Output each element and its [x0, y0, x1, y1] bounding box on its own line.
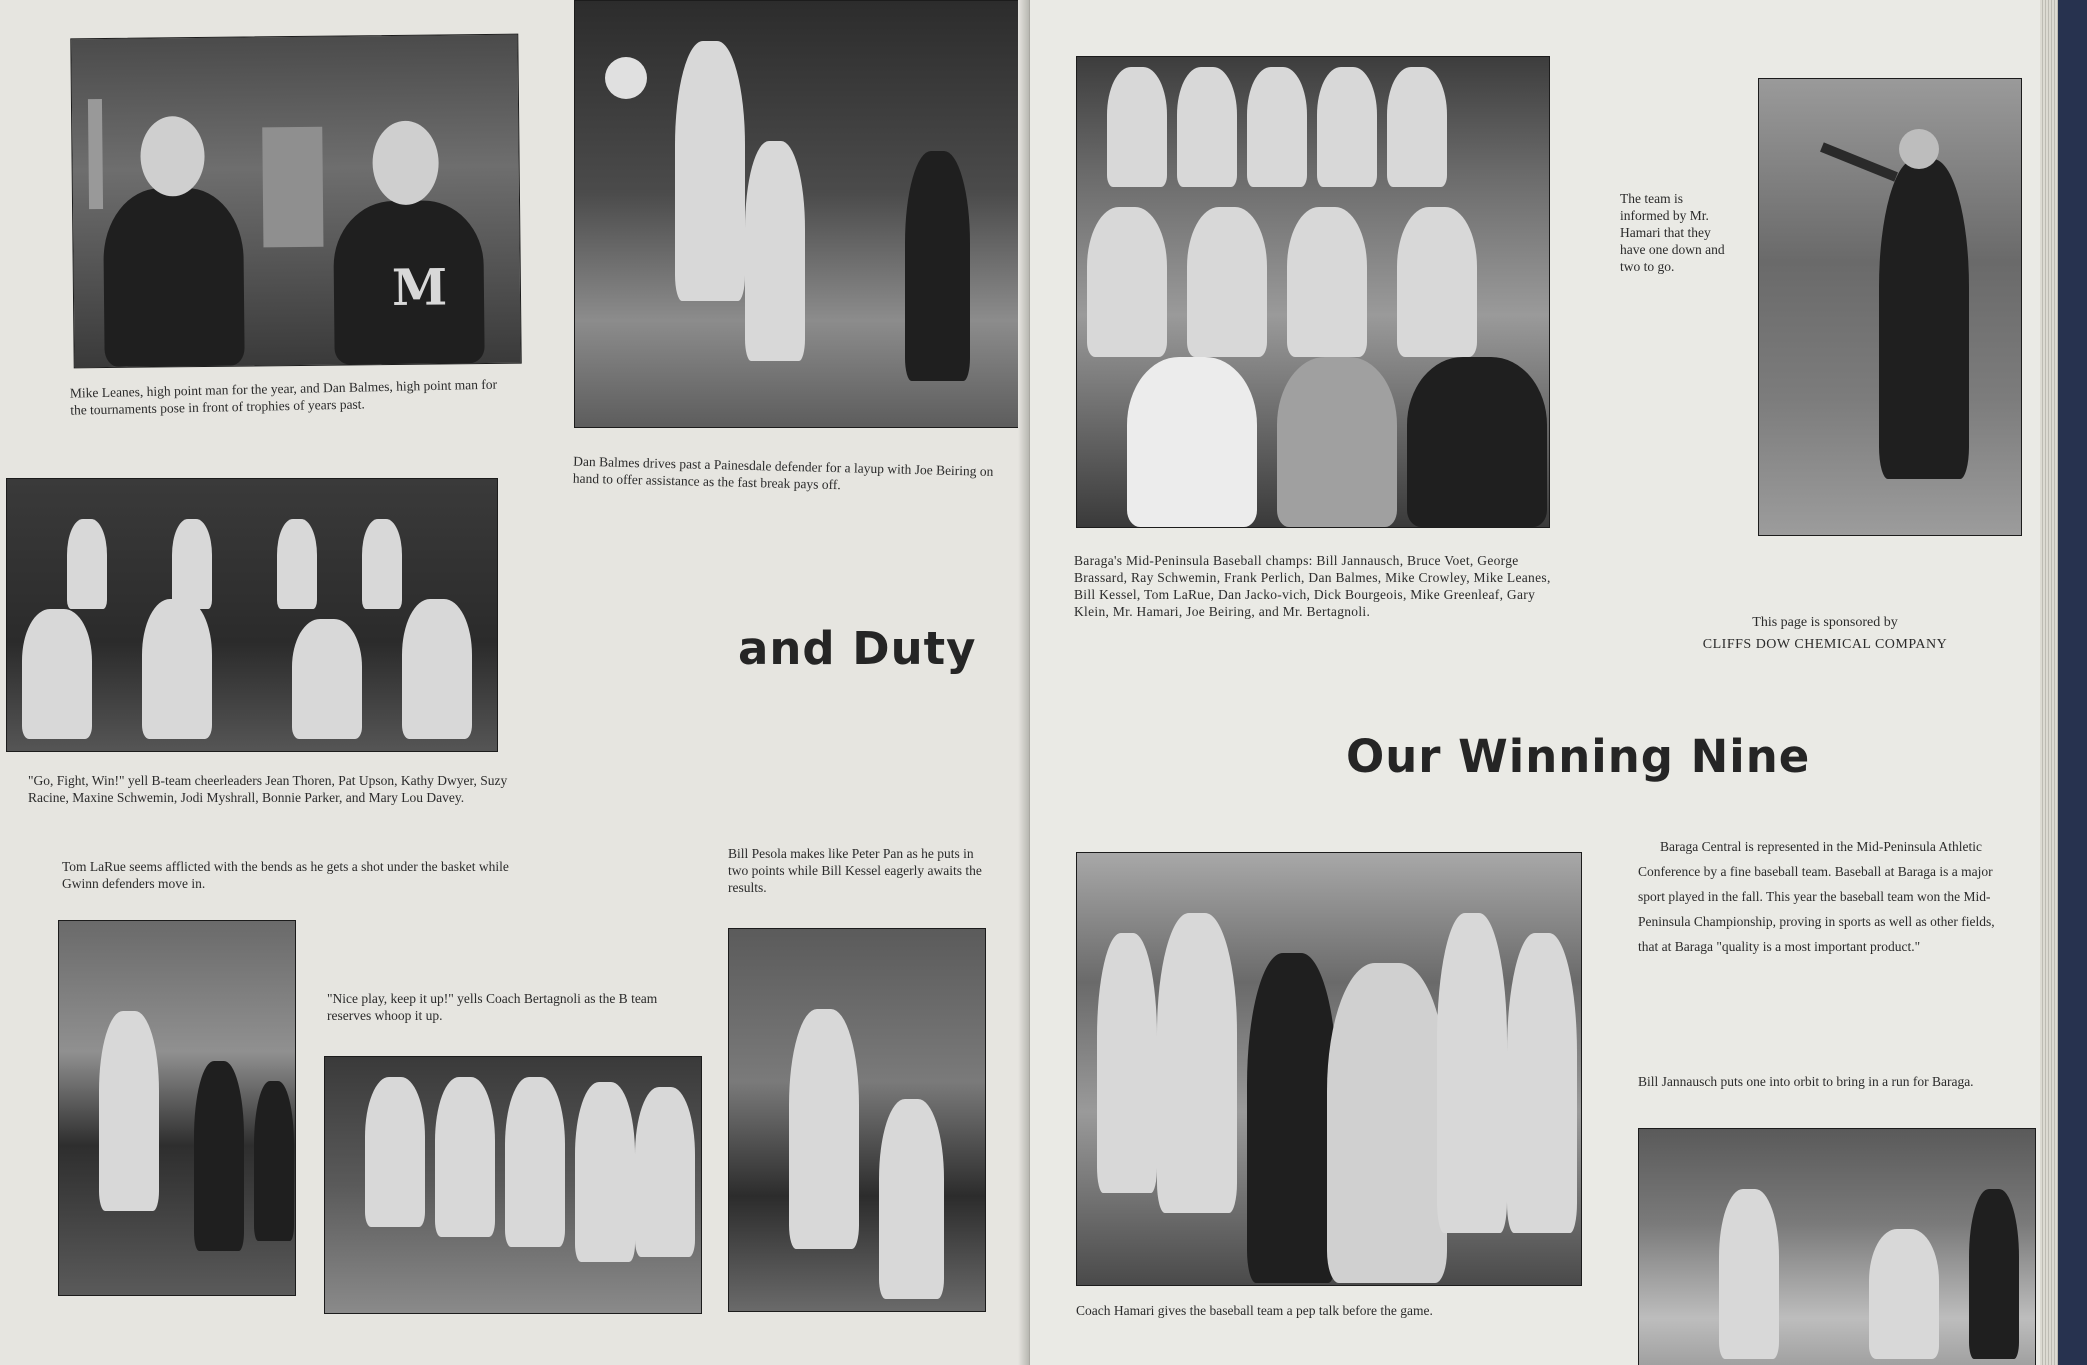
bench-caption: "Nice play, keep it up!" yells Coach Bertagnoli as the B team reserves whoop it up.: [327, 991, 658, 1023]
pep-talk-photo: [1076, 852, 1582, 1286]
hamari-photo: [1758, 78, 2022, 536]
pep-talk-caption: Coach Hamari gives the baseball team a pep talk before the game.: [1076, 1303, 1433, 1318]
right-page: [1030, 0, 2060, 1365]
our-winning-nine-heading: Our Winning Nine: [1346, 730, 1811, 783]
sponsor-block: [1635, 612, 2015, 656]
larue-caption: Tom LaRue seems afflicted with the bends as he gets a shot under the basket while Gwinn defenders move in.: [62, 859, 509, 891]
larue-photo: [58, 920, 296, 1296]
cheerleaders-caption: "Go, Fight, Win!" yell B-team cheerleaders Jean Thoren, Pat Upson, Kathy Dwyer, Suzy Racine, Maxine Schwemin, Jodi Myshrall, Bonnie Parker, and Mary Lou Davey.: [28, 773, 508, 805]
hamari-caption: The team is informed by Mr. Hamari that they have one down and two to go.: [1620, 191, 1725, 274]
team-caption: Baraga's Mid-Peninsula Baseball champs: Bill Jannausch, Bruce Voet, George Brassard, Ray Schwemin, Frank Perlich, Dan Balmes, Mike Crowley, Mike Leanes, Bill Kessel, Tom LaRue, Dan Jacko-vich, Dick Bourgeois, Mike Greenleaf, Gary Klein, Mr. Hamari, Joe Beiring, and Mr. Bertagnoli.: [1074, 553, 1551, 619]
page-stack-edge: [2040, 0, 2060, 1365]
left-page: [0, 0, 1026, 1365]
layup-caption: Dan Balmes drives past a Painesdale defender for a layup with Joe Beiring on hand to offer assistance as the fast break pays off.: [572, 453, 994, 493]
pesola-photo: [728, 928, 986, 1312]
sponsor-company: CLIFFS DOW CHEMICAL COMPANY: [1702, 637, 1948, 652]
orbit-caption: Bill Jannausch puts one into orbit to bring in a run for Baraga.: [1638, 1074, 1974, 1089]
bench-photo: [324, 1056, 702, 1314]
sweater-letter: M: [391, 257, 448, 317]
book-cover-edge: [2058, 0, 2087, 1365]
layup-photo: [574, 0, 1026, 428]
trophies-photo: [70, 34, 521, 369]
pesola-caption: Bill Pesola makes like Peter Pan as he puts in two points while Bill Kessel eagerly awaits the results.: [728, 846, 982, 895]
cheerleaders-photo: [6, 478, 498, 752]
winning-nine-body: Baraga Central is represented in the Mid-Peninsula Athletic Conference by a fine baseball team. Baseball at Baraga is a major sport played in the fall. This year the baseball team won the Mid-Peninsula Championship, proving in sports as well as other fields, that at Baraga "quality is a most important product.": [1638, 839, 1995, 954]
orbit-photo: [1638, 1128, 2036, 1365]
and-duty-heading: and Duty: [738, 622, 977, 675]
team-photo: [1076, 56, 1550, 528]
sponsor-line: This page is sponsored by: [1752, 615, 1898, 630]
trophies-caption: Mike Leanes, high point man for the year, and Dan Balmes, high point man for the tournaments pose in front of trophies of years past.: [69, 376, 498, 418]
